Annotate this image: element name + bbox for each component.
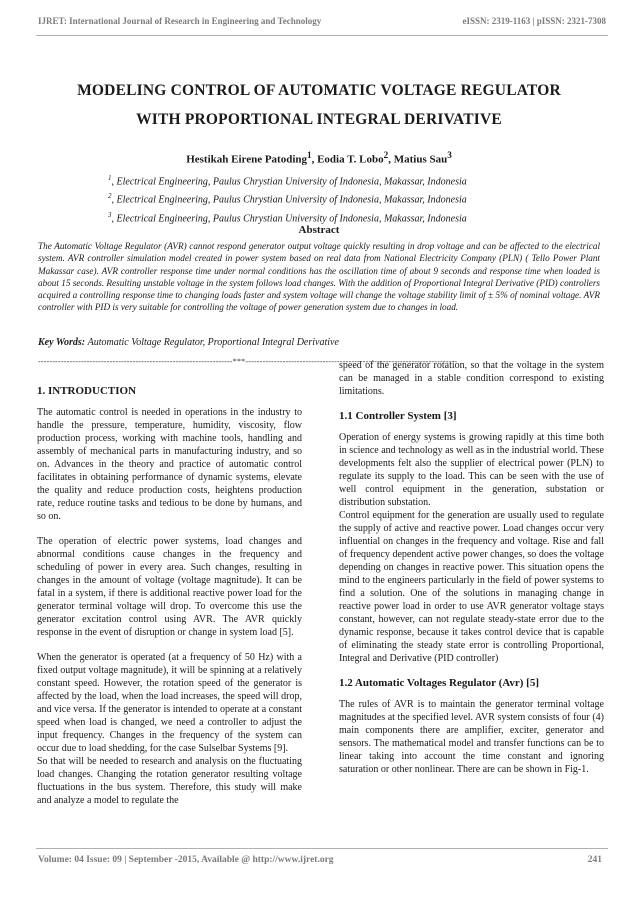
abstract-body: The Automatic Voltage Regulator (AVR) cannot respond generator output voltage quickly resulting in drop voltage and can be affected to the electrical system. AVR controller simulation model created in power system based on real data from National Electricity Company (PLN) ( Tello Power Plant Makassar case). AVR controller response time under normal conditions has the oscillation time of about 9 seconds and response time when loaded is about 15 seconds. Resulting unstable voltage in the system follows load changes. With the addition of Proportional Integral Derivative (PID) controllers acquired a controlling response time to changing loads faster and system voltage will change the voltage stability limit of ± 5% of nominal voltage. AVR controller with PID is very suitable for controlling the voltage of power generation system due to changes in load.: [38, 241, 600, 313]
section-heading-avr: 1.2 Automatic Voltages Regulator (Avr) [5]: [339, 677, 540, 689]
page-number: 241: [587, 855, 602, 865]
paragraph: The operation of electric power systems, load changes and abnormal conditions cause changes in the frequency and scheduling of power in every area. Such changes, resulting in changes in the amount of voltage (voltage magnitude). It can be fatal in a system, if there is additional reactive power load for the generator terminal voltage will drop. To overcome this use the generator excitation control using AVR. The AVR quickly response in the event of disruption or change in system load [5].: [37, 536, 302, 638]
paragraph: Control equipment for the generation are usually used to regulate the supply of active and reactive power. Load changes occur very influential on changes in the frequency and voltage. Rise and fall of frequency dependent active power changes, so does the voltage depending on changes in reactive power. This situation opens the mind to the engineers particularly in the field of power systems to find a solution. One of the solutions in managing change in reactive power load in order to use AVR generator voltage stays constant, however, can not regulate steady-state error due to the dynamic response, because it takes control device that is capable of eliminating the steady state error is controlling Proportional, Integral and Derivative (PID controller): [339, 510, 604, 664]
left-column: [37, 385, 302, 807]
section-heading-controller-system: 1.1 Controller System [3]: [339, 410, 457, 422]
affiliation-list: [108, 171, 467, 226]
issn-info: eISSN: 2319-1163 | pISSN: 2321-7308: [462, 16, 606, 26]
author-list: Hestikah Eirene Patoding$^1$, Eodia T. Lobo$^2$, Matius Sau$^3$: [186, 150, 452, 166]
paragraph: Operation of energy systems is growing rapidly at this time both in science and technology as well as in the industrial world. These developments felt also the supplier of electrical power (PLN) to regulate its supply to the load. This can be seen with the use of well control equipment in the generation, substation or distribution substation.: [339, 432, 604, 508]
affiliation-item: $^3$, Electrical Engineering, Paulus Chrystian University of Indonesia, Makassar, Indonesia: [108, 210, 467, 224]
paragraph: The rules of AVR is to maintain the generator terminal voltage magnitudes at the specified level. AVR system consists of four (4) main components there are amplifier, exciter, generator and sensors. The mathematical model and transfer functions can be to linear taking into account the time constant and ignoring saturation or other nonlinear. There are can be shown in Fig-1.: [339, 699, 604, 775]
affiliation-item: $^1$, Electrical Engineering, Paulus Chrystian University of Indonesia, Makassar, Indonesia: [108, 174, 467, 188]
paper-title-line-2: WITH PROPORTIONAL INTEGRAL DERIVATIVE: [136, 111, 502, 128]
paper-title-line-1: MODELING CONTROL OF AUTOMATIC VOLTAGE REGULATOR: [77, 82, 561, 99]
running-footer: [38, 855, 602, 865]
keywords: [38, 337, 339, 348]
abstract-heading: Abstract: [298, 224, 340, 236]
author-sup: 1: [307, 150, 312, 160]
footer-volume-info: Volume: 04 Issue: 09 | September -2015, Available @ http://www.ijret.org: [38, 855, 334, 865]
section-heading-introduction: 1. INTRODUCTION: [37, 385, 137, 397]
keywords-label: Key Words:: [38, 337, 86, 348]
section-separator: --------------------------------------------------------------------***--------------------------------------------------------------------------: [38, 357, 458, 366]
right-column: [339, 359, 604, 788]
paragraph: When the generator is operated (at a frequency of 50 Hz) with a fixed output voltage magnitude), it will be spinning at a relatively constant speed. However, the rotation speed of the generator is affected by the load, when the load increases, the speed will drop, and vice versa. If the generator is intended to operate at a constant speed when load is changed, we need a controller to adjust the input frequency. Changes in the frequency of the system can occur due to load shedding, for the case Sulselbar Systems [9].: [37, 652, 302, 754]
header-divider: [36, 35, 608, 36]
author-sup: 2: [383, 150, 389, 160]
author-name: Matius Sau: [393, 153, 448, 166]
author-name: Eodia T. Lobo: [317, 153, 384, 166]
footer-divider: [36, 848, 608, 849]
affiliation-item: $^2$, Electrical Engineering, Paulus Chrystian University of Indonesia, Makassar, Indonesia: [108, 192, 467, 206]
journal-name: IJRET: International Journal of Research in Engineering and Technology: [38, 16, 322, 26]
keywords-value: Automatic Voltage Regulator, Proportional Integral Derivative: [87, 337, 339, 348]
author-sup: 3: [447, 150, 452, 160]
running-header: [38, 16, 606, 26]
paragraph: The automatic control is needed in operations in the industry to handle the pressure, temperature, humidity, viscosity, flow production process, working with machine tools, handling and assembly of mechanical parts in manufacturing industry, and so on. Advances in the theory and practice of automatic control facilitates in obtaining performance of dynamic systems, elevate the quality and reduce production costs, heightens production rate, reduce routine tasks and tedious to be done by humans, and so on.: [37, 407, 302, 522]
author-name: Hestikah Eirene Patoding: [186, 153, 308, 166]
paragraph: So that will be needed to research and analysis on the fluctuating load changes. Changing the rotation generator resulting voltage fluctuations in the bus system. Therefore, this study will make and analyze a model to regulate the: [37, 756, 302, 806]
paragraph: speed of the generator rotation, so that the voltage in the system can be managed in a stable condition correspond to existing limitations.: [339, 360, 604, 397]
